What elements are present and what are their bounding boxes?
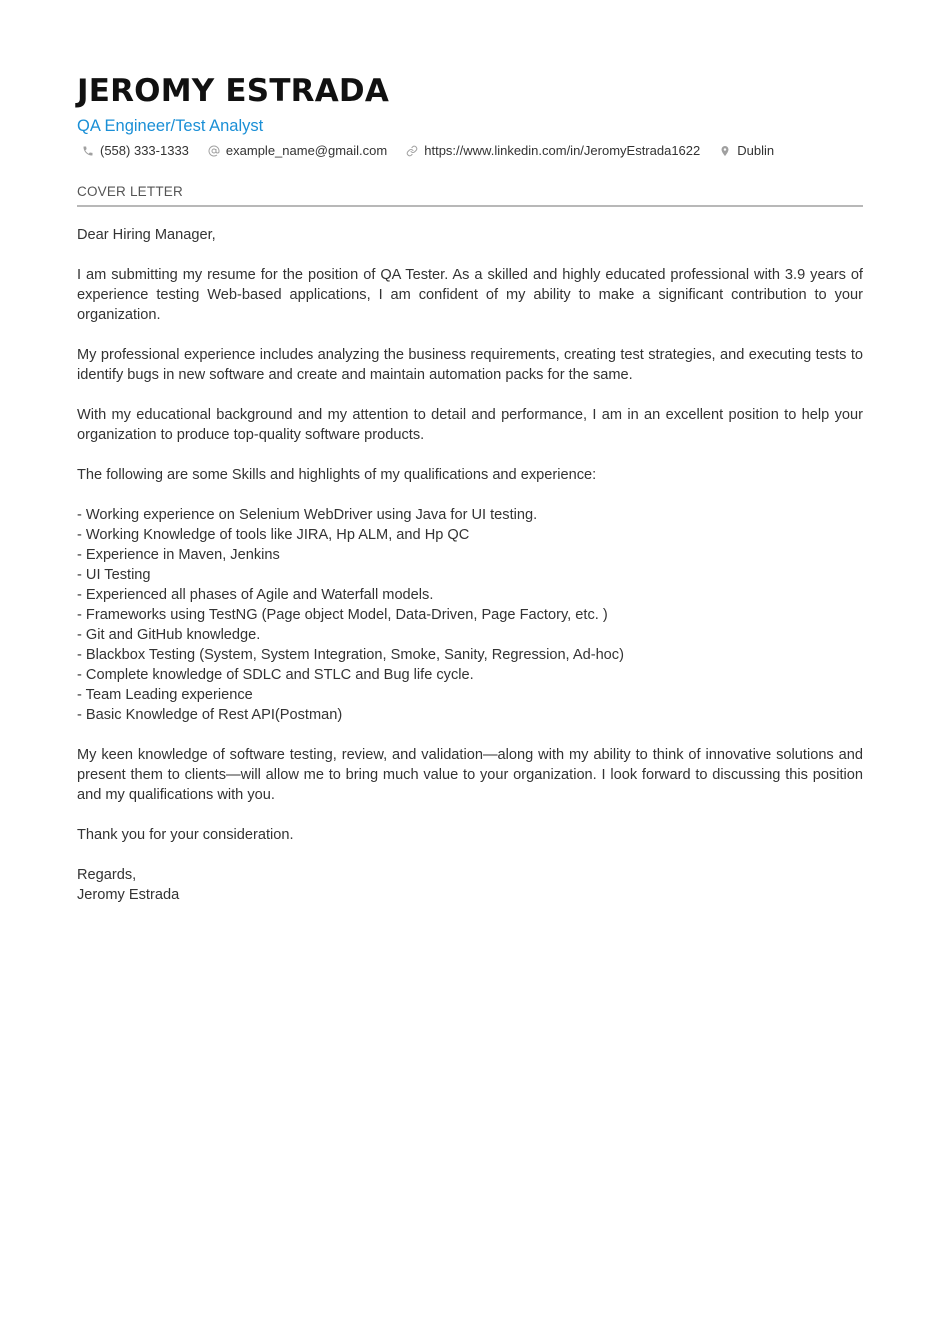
phone-icon [82, 145, 94, 157]
skills-list [77, 505, 863, 725]
letter-paragraph: My professional experience includes analyzing the business requirements, creating test strategies, and executing tests to identify bugs in new software and create and maintain automation packs for the same. [77, 347, 863, 383]
location-text: Dublin [737, 143, 775, 158]
linkedin-url[interactable]: https://www.linkedin.com/in/JeromyEstrada1622 [424, 143, 701, 158]
skills-list-item: - Complete knowledge of SDLC and STLC and Bug life cycle. [77, 667, 474, 683]
letter-paragraph: I am submitting my resume for the position of QA Tester. As a skilled and highly educated professional with 3.9 years of experience testing Web-based applications, I am confident of my ability to make a significant contribution to your organization. [77, 267, 863, 323]
job-title: QA Engineer/Test Analyst [77, 117, 264, 135]
letter-greeting: Dear Hiring Manager, [77, 227, 216, 243]
contact-location [719, 141, 774, 161]
skills-list-item: - Blackbox Testing (System, System Integration, Smoke, Sanity, Regression, Ad-hoc) [77, 647, 624, 663]
skills-list-item: - Working experience on Selenium WebDriver using Java for UI testing. [77, 507, 538, 523]
link-icon [406, 145, 418, 157]
letter-regards: Regards, [77, 867, 137, 883]
letter-paragraph: With my educational background and my attention to detail and performance, I am in an excellent position to help your organization to produce top-quality software products. [77, 407, 863, 443]
contact-linkedin [406, 141, 700, 161]
skills-list-item: - Working Knowledge of tools like JIRA, Hp ALM, and Hp QC [77, 527, 470, 543]
skills-list-item: - Basic Knowledge of Rest API(Postman) [77, 707, 343, 723]
skills-list-item: - Frameworks using TestNG (Page object Model, Data-Driven, Page Factory, etc. ) [77, 607, 608, 623]
contact-email [208, 141, 387, 161]
phone-number[interactable]: (558) 333-1333 [100, 143, 189, 158]
skills-list-item: - UI Testing [77, 567, 151, 583]
letter-closing-paragraph: My keen knowledge of software testing, review, and validation—along with my ability to think of innovative solutions and present them to clients—will allow me to bring much value to your organization. I look forward to discussing this position and my qualifications with you. [77, 747, 863, 803]
letter-paragraph: The following are some Skills and highlights of my qualifications and experience: [77, 467, 597, 483]
section-heading-cover-letter: COVER LETTER [77, 183, 863, 207]
at-sign-icon [208, 145, 220, 157]
contact-phone [82, 141, 189, 161]
letter-body [77, 225, 863, 905]
skills-list-item: - Experienced all phases of Agile and Waterfall models. [77, 587, 434, 603]
email-address[interactable]: example_name@gmail.com [225, 143, 388, 158]
skills-list-item: - Team Leading experience [77, 687, 253, 703]
map-pin-icon [719, 145, 731, 157]
skills-list-item: - Experience in Maven, Jenkins [77, 547, 280, 563]
contact-bar [77, 141, 863, 161]
letter-signature: Jeromy Estrada [77, 887, 180, 903]
applicant-name: JEROMY ESTRADA [77, 73, 390, 109]
letter-thanks: Thank you for your consideration. [77, 827, 294, 843]
skills-list-item: - Git and GitHub knowledge. [77, 627, 261, 643]
